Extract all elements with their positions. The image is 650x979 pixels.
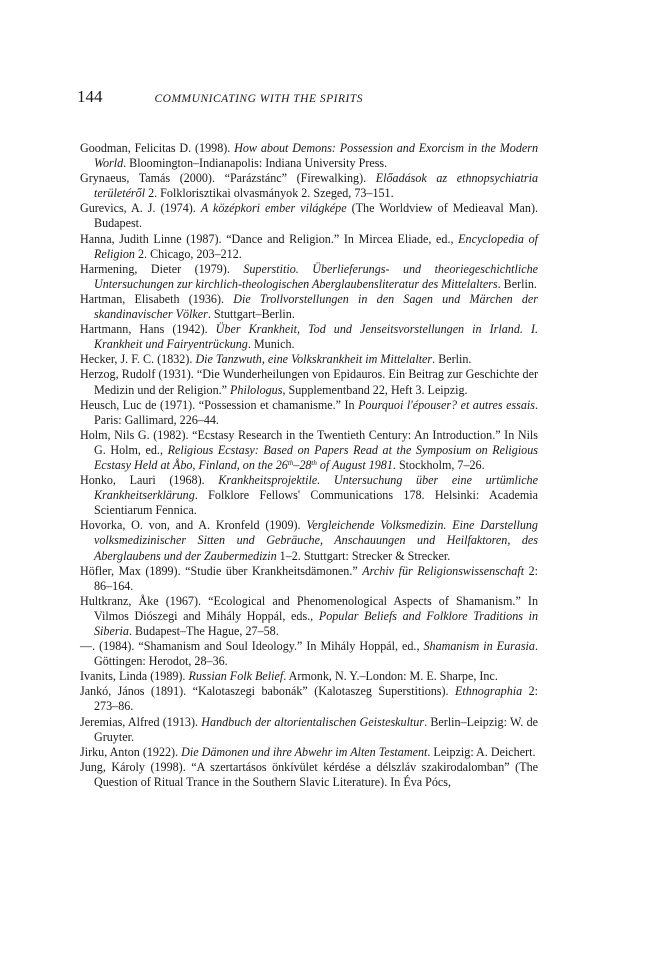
bibliography-entry — [80, 715, 538, 745]
entry-title: Philologus — [230, 382, 283, 397]
bibliography-entry — [80, 745, 538, 760]
entry-text: . Berlin. — [432, 352, 472, 367]
entry-title: Archiv für Religionswissenschaft — [362, 563, 525, 578]
bibliography-entry — [80, 639, 538, 669]
entry-text: Herzog, Rudolf (1931). “Die Wunderheilungen von Epidauros. Ein Beitrag zur Geschichte der Medizin und der Religion.” — [80, 367, 538, 397]
bibliography-entry — [80, 292, 538, 322]
bibliography-entry — [80, 564, 538, 594]
entry-text: . Budapest–The Hague, 27–58. — [128, 624, 279, 638]
entry-text: Jankó, János (1891). “Kalotaszegi babonák” (Kalotaszeg Superstitions). — [80, 684, 455, 699]
bibliography-list — [80, 141, 538, 790]
entry-title: How about Demons: Possession and Exorcism in the Modern World — [94, 141, 538, 171]
entry-title: Religious Ecstasy: Based on Papers Read at the Symposium on Religious Ecstasy Held at Åbo, Finland, on the 26 — [94, 442, 538, 472]
entry-text: Goodman, Felicitas D. (1998). — [80, 141, 235, 155]
entry-text: Harmening, Dieter (1979). — [80, 261, 244, 276]
bibliography-entry — [80, 594, 538, 639]
entry-text: . Folklore Fellows' Communications 178. Helsinki: Academia Scientiarum Fennica. — [94, 488, 538, 518]
bibliography-entry — [80, 171, 538, 201]
entry-title: Die Dämonen und ihre Abwehr im Alten Testament — [181, 744, 428, 759]
bibliography-entry — [80, 473, 538, 518]
entry-title: Shamanism in Eurasia — [423, 639, 535, 654]
entry-text: 2. Folklorisztikai olvasmányok 2. Szeged, 73–151. — [145, 186, 394, 201]
bibliography-entry — [80, 684, 538, 714]
bibliography-entry — [80, 232, 538, 262]
entry-text: Heusch, Luc de (1971). “Possession et chamanisme.” In — [80, 397, 359, 412]
entry-text: . Berlin–Leipzig: W. de Gruyter. — [94, 714, 538, 744]
bibliography-entry — [80, 367, 538, 397]
entry-text: Ivanits, Linda (1989). — [80, 669, 189, 684]
entry-text: Holm, Nils G. (1982). “Ecstasy Research in the Twentieth Century: An Introduction.” In Nils G. Holm, ed., — [80, 427, 538, 457]
bibliography-entry — [80, 398, 538, 428]
entry-text: Hartman, Elisabeth (1936). — [80, 291, 234, 306]
entry-title: Über Krankheit, Tod und Jenseitsvorstellungen in Irland. I. Krankheit und Fairyentrückung — [94, 322, 538, 352]
entry-title: Handbuch der altorientalischen Geisteskultur — [201, 714, 425, 729]
bibliography-entry — [80, 518, 538, 563]
entry-title: A középkori ember világképe — [200, 201, 347, 216]
entry-text: Jirku, Anton (1922). — [80, 744, 182, 759]
bibliography-entry — [80, 352, 538, 367]
entry-text: . Paris: Gallimard, 226–44. — [94, 397, 538, 427]
entry-title: of August 1981 — [316, 457, 393, 472]
bibliography-entry — [80, 201, 538, 231]
entry-title: Superstitio. Überlieferungs- und theoriegeschichtliche Untersuchungen zur kirchlich-theologischen Aberglaubensliteratur des Mittelalters — [94, 261, 538, 291]
bibliography-entry — [80, 141, 538, 171]
entry-text: 2: 273–86. — [94, 684, 538, 714]
entry-text: (The Worldview of Medieaval Man). Budapest. — [94, 201, 539, 231]
entry-title: Pourquoi l'épouser? et autres essais — [358, 397, 535, 412]
bibliography-entry — [80, 428, 538, 473]
entry-text: Gurevics, A. J. (1974). — [80, 201, 201, 216]
ordinal-suffix: th — [311, 458, 317, 467]
bibliography-entry — [80, 262, 538, 292]
entry-title: Russian Folk Belief — [188, 669, 284, 684]
entry-text: Grynaeus, Tamás (2000). “Parázstánc” (Firewalking). — [80, 171, 376, 186]
page-number: 144 — [77, 87, 103, 106]
bibliography-entry — [80, 760, 538, 790]
bibliography-entry — [80, 322, 538, 352]
entry-text: 1–2. Stuttgart: Strecker & Strecker. — [276, 548, 451, 563]
entry-text: Hovorka, O. von, and A. Kronfeld (1909). — [80, 518, 307, 533]
entry-text: , Supplementband 22, Heft 3. Leipzig. — [282, 382, 468, 397]
entry-text: . Leipzig: A. Deichert. — [427, 744, 536, 759]
entry-title: Vergleichende Volksmedizin. Eine Darstellung volksmedizinischer Sitten und Gebräuche, Anschauungen und Heilfaktoren, des Aberglaubens und der Zaubermedizin — [94, 518, 538, 563]
entry-text: . Munich. — [247, 337, 295, 352]
entry-text: . Göttingen: Herodot, 28–36. — [94, 639, 538, 669]
entry-text: Jeremias, Alfred (1913). — [80, 714, 202, 729]
entry-text: . Stuttgart–Berlin. — [207, 307, 295, 322]
entry-text: . Stockholm, 7–26. — [392, 457, 485, 472]
entry-title: Popular Beliefs and Folklore Traditions in Siberia — [94, 608, 538, 638]
entry-text: Hanna, Judith Linne (1987). “Dance and Religion.” In Mircea Eliade, ed., — [80, 231, 459, 246]
entry-title: Előadások az ethnopsychiatria területéről — [94, 171, 539, 201]
entry-text: —. (1984). “Shamanism and Soul Ideology.” In Mihály Hoppál, ed., — [80, 639, 424, 654]
entry-text: 2. Chicago, 203–212. — [134, 246, 242, 261]
entry-title: Die Tanzwuth, eine Volkskrankheit im Mittelalter — [195, 352, 433, 367]
entry-text: . Armonk, N. Y.–London: M. E. Sharpe, Inc. — [283, 669, 498, 684]
running-head: COMMUNICATING WITH THE SPIRITS — [154, 93, 363, 105]
entry-text: Höfler, Max (1899). “Studie über Krankheitsdämonen.” — [80, 563, 363, 578]
entry-text: Jung, Károly (1998). “A szertartásos önkívület kérdése a délszláv szakirodalomban” (The Question of Ritual Trance in the Southern Slavic Literature). In Éva Pócs, — [80, 759, 538, 789]
bibliography-entry — [80, 669, 538, 684]
entry-title: Ethnographia — [454, 684, 523, 699]
entry-text: Hultkranz, Åke (1967). “Ecological and Phenomenological Aspects of Shamanism.” In Vilmos Diószegi and Mihály Hoppál, eds., — [80, 593, 538, 623]
entry-text: 2: 86–164. — [94, 563, 538, 593]
entry-text: . Berlin. — [497, 276, 537, 291]
entry-title: Encyclopedia of Religion — [94, 231, 539, 261]
entry-title: –28 — [293, 457, 312, 472]
entry-title: Krankheitsprojektile. Untersuchung über eine urtümliche Krankheitserklärung — [94, 473, 538, 503]
entry-text: Honko, Lauri (1968). — [80, 473, 219, 488]
entry-title: Die Trollvorstellungen in den Sagen und Märchen der skandinavischer Völker — [94, 291, 538, 322]
entry-text: . Bloomington–Indianapolis: Indiana University Press. — [123, 156, 388, 171]
entry-text: Hecker, J. F. C. (1832). — [80, 352, 196, 367]
entry-text: Hartmann, Hans (1942). — [80, 322, 216, 337]
page-header — [77, 87, 547, 107]
ordinal-suffix: th — [287, 458, 294, 467]
